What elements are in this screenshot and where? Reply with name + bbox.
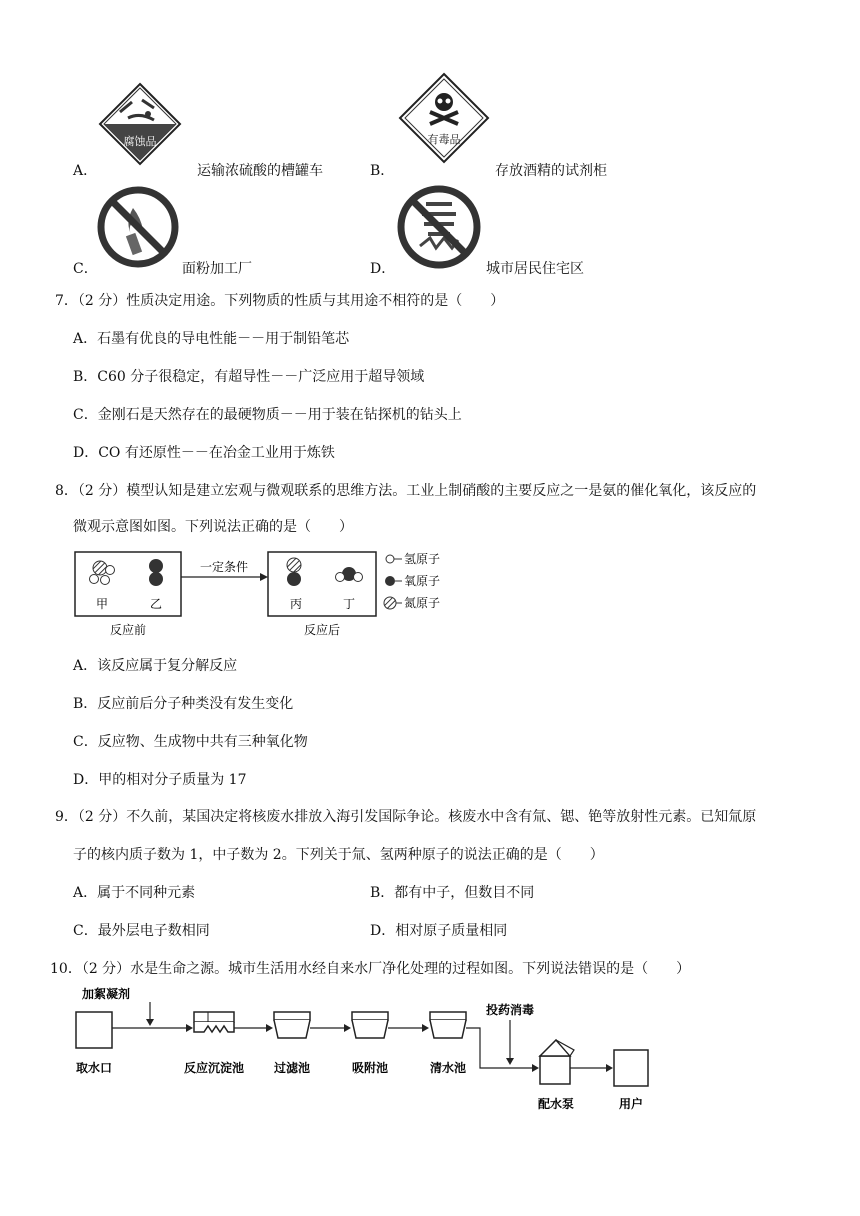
svg-text:反应沉淀池: 反应沉淀池 — [183, 1061, 245, 1075]
option-a-text: 运输浓硫酸的槽罐车 — [197, 163, 323, 179]
no-fireworks-sign-icon — [396, 184, 482, 270]
condition-label: 一定条件 — [199, 560, 249, 574]
label-after: 反应后 — [303, 623, 341, 637]
option-d-letter: D． — [370, 261, 396, 277]
label-yi: 乙 — [149, 597, 163, 611]
clear-water-tank — [430, 1012, 466, 1038]
question-7-option-c: C．金刚石是天然存在的最硬物质－－用于装在钻探机的钻头上 — [73, 407, 462, 423]
label-jia: 甲 — [95, 597, 109, 611]
svg-text:取水口: 取水口 — [75, 1061, 113, 1075]
intake-box — [76, 1012, 112, 1048]
option-c-text: 面粉加工厂 — [182, 261, 252, 277]
svg-text:清水池: 清水池 — [429, 1061, 467, 1075]
toxic-sign-icon — [398, 72, 490, 164]
question-7-option-d: D．CO 有还原性－－在冶金工业用于炼铁 — [73, 445, 335, 461]
option-c-letter: C． — [73, 261, 98, 277]
question-7-option-b: B．C60 分子很稳定，有超导性－－广泛应用于超导领域 — [73, 369, 425, 385]
question-8-stem-line2: 微观示意图如图。下列说法正确的是（ ） — [73, 519, 353, 535]
question-9-stem-line1: 9．（2 分）不久前，某国决定将核废水排放入海引发国际争论。核废水中含有氚、锶、铯等放射性元素。已知氚原 — [55, 809, 757, 825]
adsorption-tank — [352, 1012, 388, 1038]
question-7-option-a: A．石墨有优良的导电性能－－用于制铅笔芯 — [73, 331, 350, 347]
question-9-option-a: A．属于不同种元素 — [73, 885, 196, 901]
svg-text:氢原子: 氢原子 — [404, 552, 441, 566]
question-9-stem-line2: 子的核内质子数为 1，中子数为 2。下列关于氚、氢两种原子的说法正确的是（ ） — [73, 847, 604, 863]
filter-tank — [274, 1012, 310, 1038]
svg-text:过滤池: 过滤池 — [273, 1061, 311, 1075]
no-fire-sign-icon — [97, 186, 179, 268]
question-7-stem: 7．（2 分）性质决定用途。下列物质的性质与其用途不相符的是（ ） — [55, 293, 505, 309]
option-b-letter: B． — [370, 163, 395, 179]
question-8-option-c: C．反应物、生成物中共有三种氧化物 — [73, 734, 308, 750]
svg-text:用户: 用户 — [618, 1097, 644, 1111]
svg-text:配水泵: 配水泵 — [537, 1097, 575, 1111]
user-box — [614, 1050, 648, 1086]
question-10-stem: 10．（2 分）水是生命之源。城市生活用水经自来水厂净化处理的过程如图。下列说法错误的是（ ） — [50, 961, 691, 977]
reaction-micro-diagram — [72, 544, 462, 640]
question-8-option-d: D．甲的相对分子质量为 17 — [73, 772, 247, 788]
sign-label: 有毒品 — [427, 133, 461, 146]
question-8-option-b: B．反应前后分子种类没有发生变化 — [73, 696, 294, 712]
pump — [540, 1040, 574, 1084]
question-9-option-b: B．都有中子，但数目不同 — [370, 885, 535, 901]
label-before: 反应前 — [109, 623, 147, 637]
question-8-option-a: A．该反应属于复分解反应 — [73, 658, 238, 674]
add-coagulant-label: 加絮凝剂 — [82, 987, 131, 1001]
question-9-option-d: D．相对原子质量相同 — [370, 923, 508, 939]
label-bing: 丙 — [289, 597, 303, 611]
disinfect-label: 投药消毒 — [486, 1003, 535, 1017]
before-box — [75, 552, 181, 616]
svg-text:氧原子: 氧原子 — [404, 574, 441, 588]
option-a-letter: A． — [73, 163, 98, 179]
svg-text:氮原子: 氮原子 — [404, 596, 441, 610]
option-b-text: 存放酒精的试剂柜 — [495, 163, 607, 179]
question-9-option-c: C．最外层电子数相同 — [73, 923, 210, 939]
label-ding: 丁 — [342, 597, 356, 611]
question-8-stem-line1: 8．（2 分）模型认知是建立宏观与微观联系的思维方法。工业上制硝酸的主要反应之一是氨的催化氧化，该反应的 — [55, 483, 757, 499]
legend — [384, 552, 440, 610]
after-box — [268, 552, 376, 616]
corrosive-sign-icon — [98, 82, 182, 166]
sedimentation-tank — [194, 1012, 234, 1032]
svg-text:吸附池: 吸附池 — [351, 1061, 389, 1075]
option-d-text: 城市居民住宅区 — [486, 261, 584, 277]
water-treatment-flow-diagram — [70, 984, 670, 1114]
sign-label: 腐蚀品 — [123, 135, 157, 148]
